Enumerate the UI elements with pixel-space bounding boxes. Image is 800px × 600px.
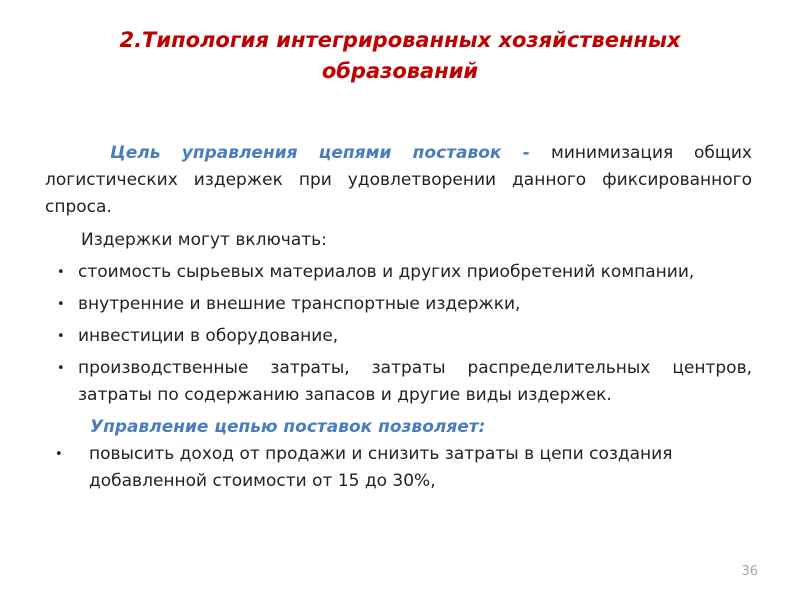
costs-item-text: внутренние и внешние транспортные издержки, — [78, 294, 521, 314]
bullet-icon: • — [57, 329, 65, 344]
costs-item-text: производственные затраты, затраты распределительных центров, затраты по содержанию запасов и другие виды издержек. — [78, 358, 752, 405]
goal-paragraph — [45, 140, 752, 221]
goal-text: минимизация общих логистических издержек при удовлетворении данного фиксированного спроса. — [45, 143, 752, 217]
costs-list-item — [45, 291, 752, 318]
costs-list-item — [45, 323, 752, 350]
costs-item-text: инвестиции в оборудование, — [78, 326, 339, 346]
goal-highlight: Цель управления цепями поставок - — [110, 143, 552, 163]
slide-content — [45, 140, 752, 495]
bullet-icon: • — [57, 265, 65, 280]
bullet-icon: • — [57, 361, 65, 376]
page-number: 36 — [741, 564, 758, 579]
title-line-1: 2.Типология интегрированных хозяйственных — [119, 28, 681, 52]
slide-title — [40, 25, 760, 87]
costs-list — [45, 259, 752, 409]
benefit-text: повысить доход от продажи и снизить затраты в цепи создания добавленной стоимости от 15 до 30%, — [89, 444, 673, 491]
benefit-item — [45, 441, 752, 495]
title-line-2: образований — [321, 59, 479, 83]
bullet-icon: • — [57, 297, 65, 312]
benefits-heading: Управление цепью поставок позволяет: — [90, 417, 486, 437]
costs-list-item — [45, 259, 752, 286]
costs-item-text: стоимость сырьевых материалов и других приобретений компании, — [78, 262, 695, 282]
costs-intro: Издержки могут включать: — [81, 230, 327, 250]
costs-list-item — [45, 355, 752, 409]
bullet-icon: • — [55, 447, 63, 462]
